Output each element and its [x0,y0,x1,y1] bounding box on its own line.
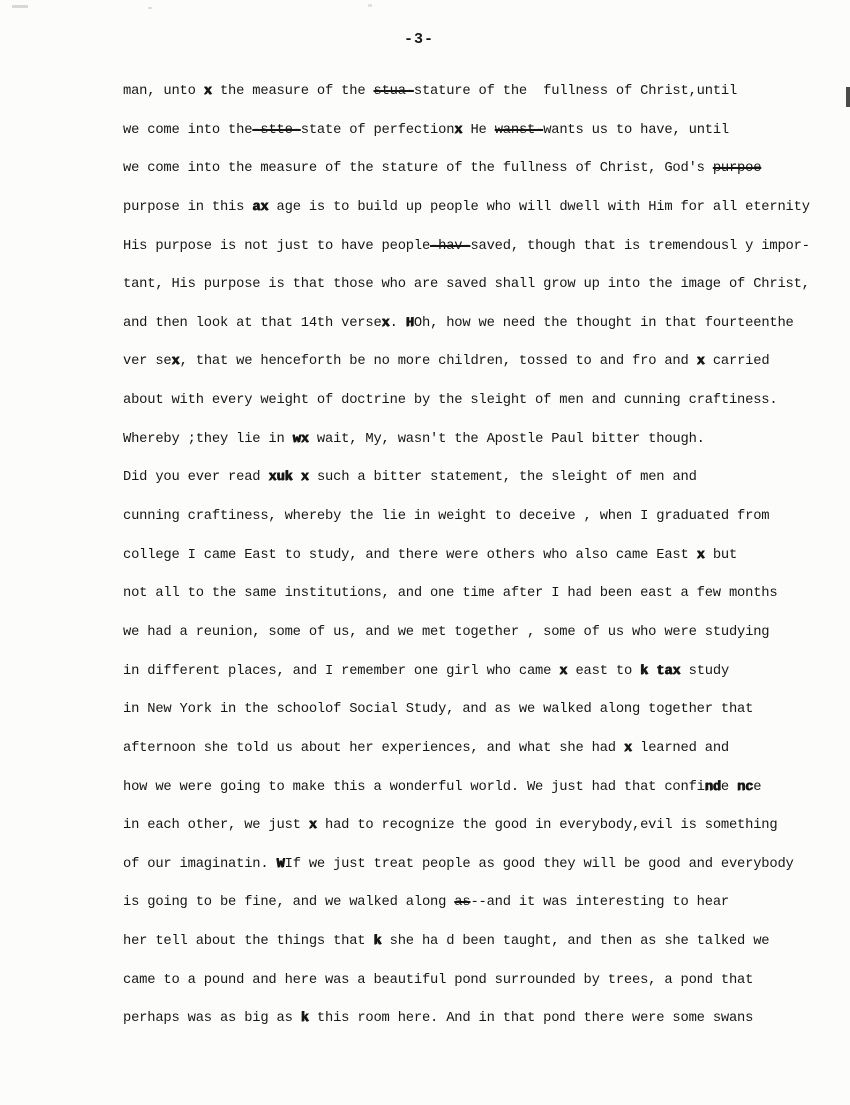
text-line [123,730,835,769]
page-number: -3- [403,31,434,48]
scan-artifact [12,5,28,8]
overtyped-text: x [623,740,633,756]
text-segment: He [462,122,495,138]
overtyped-text: xuk [268,470,293,486]
text-segment: Did you ever read [123,470,269,486]
text-line [123,769,835,808]
text-line [123,112,835,151]
overtyped-text: x [171,354,180,370]
text-segment: carried [704,354,770,370]
overtyped-text: H [405,315,414,331]
text-segment: this room here. And in that pond there were some swans [308,1011,754,1027]
text-line [123,189,835,228]
text-segment: age is to build up people who will dwell with Him for all eternity [268,199,810,215]
overtyped-text: tax [656,663,681,679]
text-segment: , that we henceforth be no more children, tossed to and fro and [179,354,697,370]
text-line [123,266,835,305]
overtyped-text: x [300,470,309,486]
overtyped-text: W [276,856,285,872]
struck-text: wanst- [494,122,544,138]
text-segment: perhaps was as big as [123,1011,301,1027]
text-segment: we come into the measure of the stature of the fullness of Christ, God's [123,161,713,177]
text-line [123,962,835,1001]
text-segment: e [720,779,738,795]
text-segment: learned and [632,740,729,756]
text-segment: came to a pound and here was a beautiful pond surrounded by trees, a pond that [123,972,754,988]
text-segment: but [704,547,738,563]
text-segment: --and it was interesting to hear [470,895,729,911]
text-segment: we had a reunion, some of us, and we met together , some of us who were studying [123,624,770,640]
text-line [123,73,835,112]
text-segment: in different places, and I remember one girl who came [123,663,560,679]
text-segment: in each other, we just [123,818,309,834]
text-segment: e [753,779,762,795]
struck-text: stua- [373,84,414,99]
overtyped-text: k [373,934,382,950]
text-segment: we come into the [123,122,253,138]
text-line [123,653,835,692]
scan-edge-mark [846,87,850,107]
text-segment: she ha d been taught, and then as she talked we [381,934,770,950]
struck-text: as [454,895,471,911]
text-line [123,150,835,189]
text-segment: stature of the fullness of Christ,until [413,84,738,99]
text-segment: the measure of the [211,84,374,99]
scan-artifact [368,4,372,7]
text-line [123,1000,835,1039]
overtyped-text: k [640,663,649,679]
text-line [123,382,835,421]
text-line [123,343,835,382]
text-segment: purpose in this [123,199,253,215]
struck-text: -stte- [252,122,301,138]
text-segment: in New York in the schoolof Social Study, and as we walked along together that [123,702,754,718]
text-line [123,305,835,344]
text-line [123,614,835,653]
text-line [123,537,835,576]
text-segment: had to recognize the good in everybody,evil is something [316,818,778,834]
text-segment: wants us to have, until [543,122,730,138]
text-line [123,498,835,537]
text-segment: . [389,315,406,331]
struck-text: -hav- [430,238,471,254]
text-segment: not all to the same institutions, and one time after I had been east a few months [123,586,778,602]
document-body [123,73,835,1039]
text-segment: her tell about the things that [123,934,374,950]
text-segment: His purpose is not just to have people [123,238,431,254]
text-line [123,884,835,923]
overtyped-text: x [696,354,705,370]
text-segment: is going to be fine, and we walked along [123,895,455,911]
overtyped-text: x [559,663,568,679]
overtyped-text: nd [704,779,721,795]
text-segment: If we just treat people as good they will be good and everybody [284,856,794,872]
text-segment: of our imaginatin. [123,856,277,872]
overtyped-text: nc [737,779,754,795]
scan-artifact [148,7,152,9]
overtyped-text: k [300,1011,309,1027]
overtyped-text: wx [292,431,309,447]
text-segment: college I came East to study, and there were others who also came East [123,547,697,563]
overtyped-text: x [203,84,212,99]
text-segment: and then look at that 14th verse [123,315,382,331]
text-line [123,807,835,846]
overtyped-text: ax [252,199,269,215]
text-segment: man, unto [123,84,204,99]
text-segment: Oh, how we need the thought in that fourteenthe [413,315,794,331]
text-segment: tant, His purpose is that those who are saved shall grow up into the image of Christ, [123,277,810,293]
text-line [123,575,835,614]
text-segment: study [680,663,730,679]
text-line [123,923,835,962]
text-line [123,228,835,267]
text-segment: ver se [123,354,172,370]
text-segment: saved, though that is tremendousl y impor- [470,238,810,254]
text-segment: how we were going to make this a wonderful world. We just had that confi [123,779,705,795]
text-line [123,846,835,885]
text-segment [293,470,301,485]
text-segment: cunning craftiness, whereby the lie in weight to deceive , when I graduated from [123,509,770,525]
text-segment: Whereby ;they lie in [123,431,293,447]
text-line [123,421,835,460]
text-segment: such a bitter statement, the sleight of men and [308,470,697,486]
overtyped-text: x [454,122,463,138]
text-segment: east to [567,663,641,679]
struck-text: purpoe [712,161,762,177]
text-segment: state of perfection [300,122,455,138]
text-segment: wait, My, wasn't the Apostle Paul bitter though. [308,431,705,447]
text-line [123,459,835,498]
text-segment: about with every weight of doctrine by the sleight of men and cunning craftiness. [123,393,778,409]
text-segment: afternoon she told us about her experiences, and what she had [123,740,624,756]
overtyped-text: x [308,818,317,834]
overtyped-text: x [696,547,705,563]
overtyped-text: x [381,315,390,331]
text-line [123,691,835,730]
